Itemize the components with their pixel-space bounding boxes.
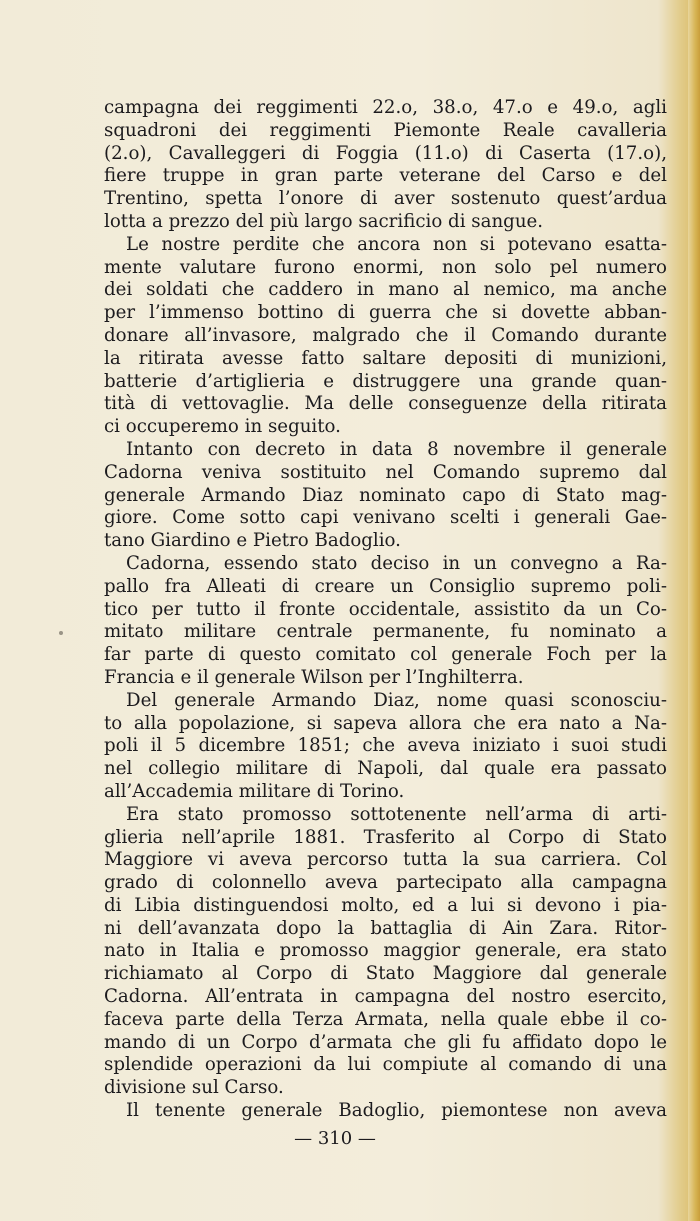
text-line: splendide operazioni da lui compiute al comando di una (104, 1054, 667, 1076)
paragraph (104, 97, 667, 234)
text-line: Del generale Armando Diaz, nome quasi sconosciu- (126, 689, 667, 711)
text-line: Era stato promosso sottotenente nell’arma di arti- (126, 803, 667, 825)
text-line: Francia e il generale Wilson per l’Inghilterra. (104, 666, 524, 688)
text-line: Le nostre perdite che ancora non si potevano esatta- (126, 233, 667, 255)
paragraph (104, 439, 667, 553)
text-line: poli il 5 dicembre 1851; che aveva iniziato i suoi studi (104, 735, 667, 757)
paragraph (104, 553, 667, 690)
text-line: richiamato al Corpo di Stato Maggiore dal generale (104, 963, 667, 985)
paragraph (104, 690, 667, 804)
text-line: faceva parte della Terza Armata, nella quale ebbe il co- (104, 1008, 667, 1030)
text-line: Trentino, spetta l’onore di aver sostenuto quest’ardua (104, 188, 667, 210)
page-edge (688, 0, 700, 1221)
text-line: glieria nell’aprile 1881. Trasferito al Corpo di Stato (104, 826, 667, 848)
text-line: lotta a prezzo del più largo sacrificio di sangue. (104, 210, 544, 232)
text-line: nel collegio militare di Napoli, dal quale era passato (104, 758, 667, 780)
text-line: mando di un Corpo d’armata che gli fu affidato dopo le (104, 1031, 667, 1053)
text-line: squadroni dei reggimenti Piemonte Reale cavalleria (104, 119, 667, 141)
text-line: Intanto con decreto in data 8 novembre il generale (126, 438, 667, 460)
text-line: Cadorna veniva sostituito nel Comando supremo dal (104, 461, 667, 483)
body-text (104, 97, 667, 1123)
text-line: mitato militare centrale permanente, fu nominato a (104, 621, 667, 643)
text-line: Cadorna. All’entrata in campagna del nostro esercito, (104, 986, 667, 1008)
text-line: tità di vettovaglie. Ma delle conseguenze della ritirata (104, 393, 667, 415)
text-line: nato in Italia e promosso maggior generale, era stato (104, 940, 667, 962)
paragraph (104, 234, 667, 439)
text-line: batterie d’artiglieria e distruggere una grande quan- (104, 370, 667, 392)
ink-speck (59, 631, 63, 635)
paragraph (104, 1100, 667, 1123)
text-line: campagna dei reggimenti 22.o, 38.o, 47.o e 49.o, agli (104, 97, 667, 118)
text-line: Maggiore vi aveva percorso tutta la sua carriera. Col (104, 849, 667, 871)
text-line: donare all’invasore, malgrado che il Comando durante (104, 324, 667, 346)
text-line: fiere truppe in gran parte veterane del Carso e del (104, 165, 667, 187)
text-line: Cadorna, essendo stato deciso in un convegno a Ra- (126, 552, 667, 574)
text-line: mente valutare furono enormi, non solo pel numero (104, 256, 667, 278)
text-line: di Libia distinguendosi molto, ed a lui si devono i pia- (104, 894, 667, 916)
text-line: per l’immenso bottino di guerra che si dovette abban- (104, 302, 667, 324)
text-line: tano Giardino e Pietro Badoglio. (104, 530, 401, 552)
text-line: giore. Come sotto capi venivano scelti i generali Gae- (104, 507, 667, 529)
text-line: Il tenente generale Badoglio, piemontese non aveva (126, 1100, 667, 1122)
text-line: divisione sul Carso. (104, 1077, 284, 1099)
text-line: ni dell’avanzata dopo la battaglia di Ain Zara. Ritor- (104, 917, 667, 939)
text-line: tico per tutto il fronte occidentale, assistito da un Co- (104, 598, 667, 620)
text-line: grado di colonnello aveva partecipato alla campagna (104, 872, 667, 894)
text-line: all’Accademia militare di Torino. (104, 780, 405, 802)
text-line: far parte di questo comitato col generale Foch per la (104, 644, 667, 666)
text-line: to alla popolazione, si sapeva allora che era nato a Na- (104, 712, 667, 734)
text-line: dei soldati che caddero in mano al nemico, ma anche (104, 279, 667, 301)
text-line: (2.o), Cavalleggeri di Foggia (11.o) di Caserta (17.o), (104, 142, 667, 164)
text-line: generale Armando Diaz nominato capo di Stato mag- (104, 484, 667, 506)
text-line: pallo fra Alleati di creare un Consiglio supremo poli- (104, 575, 667, 597)
text-line: la ritirata avesse fatto saltare depositi di munizioni, (104, 347, 667, 369)
page-number: — 310 — (294, 1128, 376, 1149)
paragraph (104, 804, 667, 1100)
text-line: ci occuperemo in seguito. (104, 416, 341, 438)
